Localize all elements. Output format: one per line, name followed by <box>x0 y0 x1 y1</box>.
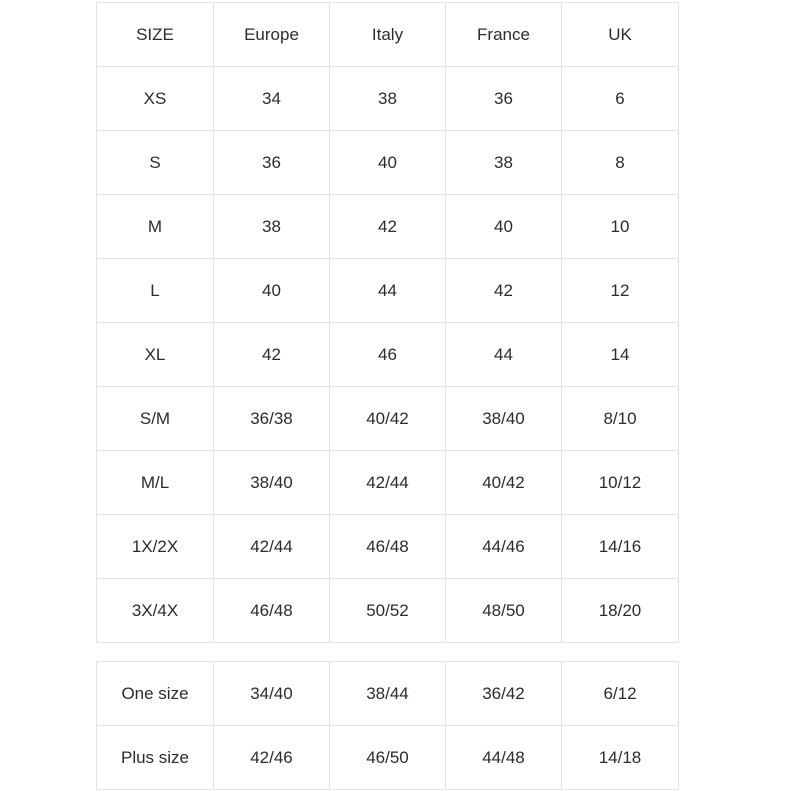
cell-uk: 10/12 <box>562 451 679 515</box>
table-row <box>97 387 679 451</box>
cell-france: 38/40 <box>446 387 562 451</box>
cell-italy: 42/44 <box>330 451 446 515</box>
cell-france: 42 <box>446 259 562 323</box>
cell-italy: 42 <box>330 195 446 259</box>
cell-uk: 12 <box>562 259 679 323</box>
cell-italy: 46 <box>330 323 446 387</box>
cell-europe: 34 <box>214 67 330 131</box>
table-row <box>97 259 679 323</box>
row-label: M/L <box>97 451 214 515</box>
secondary-table-body <box>97 662 679 790</box>
cell-europe: 34/40 <box>214 662 330 726</box>
column-header-size: SIZE <box>97 3 214 67</box>
row-label: Plus size <box>97 726 214 790</box>
cell-italy: 38 <box>330 67 446 131</box>
secondary-size-table <box>96 661 679 790</box>
cell-uk: 6/12 <box>562 662 679 726</box>
cell-europe: 42/44 <box>214 515 330 579</box>
cell-europe: 40 <box>214 259 330 323</box>
main-size-table-container <box>96 2 678 643</box>
row-label: M <box>97 195 214 259</box>
cell-europe: 38/40 <box>214 451 330 515</box>
cell-uk: 14/18 <box>562 726 679 790</box>
main-table-body <box>97 67 679 643</box>
cell-europe: 46/48 <box>214 579 330 643</box>
cell-uk: 8 <box>562 131 679 195</box>
cell-france: 44/48 <box>446 726 562 790</box>
table-row <box>97 515 679 579</box>
cell-italy: 38/44 <box>330 662 446 726</box>
cell-italy: 40/42 <box>330 387 446 451</box>
cell-italy: 50/52 <box>330 579 446 643</box>
cell-uk: 14 <box>562 323 679 387</box>
cell-italy: 46/50 <box>330 726 446 790</box>
cell-europe: 42 <box>214 323 330 387</box>
row-label: One size <box>97 662 214 726</box>
cell-france: 44 <box>446 323 562 387</box>
row-label: XS <box>97 67 214 131</box>
table-row <box>97 67 679 131</box>
row-label: 3X/4X <box>97 579 214 643</box>
table-row <box>97 323 679 387</box>
column-header-uk: UK <box>562 3 679 67</box>
row-label: S/M <box>97 387 214 451</box>
table-row <box>97 662 679 726</box>
cell-uk: 10 <box>562 195 679 259</box>
cell-italy: 46/48 <box>330 515 446 579</box>
cell-france: 36/42 <box>446 662 562 726</box>
table-row <box>97 579 679 643</box>
cell-uk: 18/20 <box>562 579 679 643</box>
secondary-size-table-container <box>96 661 678 790</box>
column-header-france: France <box>446 3 562 67</box>
cell-france: 40/42 <box>446 451 562 515</box>
cell-europe: 36 <box>214 131 330 195</box>
main-size-table <box>96 2 679 643</box>
table-row <box>97 131 679 195</box>
cell-france: 40 <box>446 195 562 259</box>
table-header-row <box>97 3 679 67</box>
cell-france: 38 <box>446 131 562 195</box>
cell-france: 44/46 <box>446 515 562 579</box>
cell-france: 48/50 <box>446 579 562 643</box>
cell-uk: 14/16 <box>562 515 679 579</box>
cell-uk: 8/10 <box>562 387 679 451</box>
row-label: XL <box>97 323 214 387</box>
table-row <box>97 195 679 259</box>
cell-france: 36 <box>446 67 562 131</box>
table-row <box>97 726 679 790</box>
cell-europe: 38 <box>214 195 330 259</box>
cell-italy: 40 <box>330 131 446 195</box>
row-label: S <box>97 131 214 195</box>
column-header-italy: Italy <box>330 3 446 67</box>
main-table-header <box>97 3 679 67</box>
table-row <box>97 451 679 515</box>
cell-europe: 36/38 <box>214 387 330 451</box>
cell-europe: 42/46 <box>214 726 330 790</box>
row-label: L <box>97 259 214 323</box>
cell-italy: 44 <box>330 259 446 323</box>
cell-uk: 6 <box>562 67 679 131</box>
column-header-europe: Europe <box>214 3 330 67</box>
row-label: 1X/2X <box>97 515 214 579</box>
